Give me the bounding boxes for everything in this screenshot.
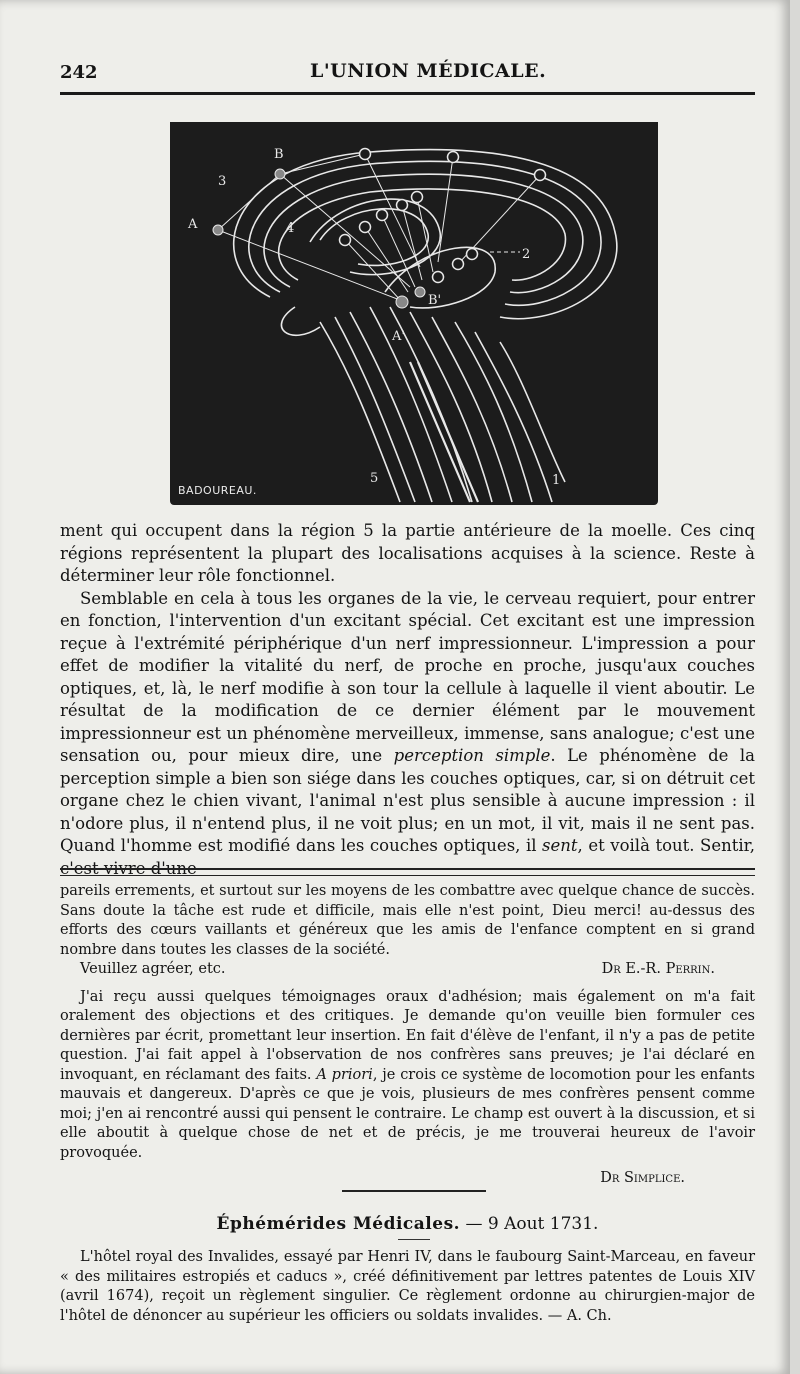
feuilleton-section	[60, 882, 755, 1189]
ephemerides-date: — 9 Aout 1731.	[465, 1214, 599, 1234]
label-b: B	[274, 147, 284, 162]
page-header	[60, 58, 755, 90]
text-run: . Le phénomène de la perception simple a bien son siége dans les couches optiques, car, si on détruit cet organe chez le chien vivant, l'animal n'est plus sensible à aucune impression : il n'odore plus, il n'entend plus, il ne voit plus; en un mot, il vit, mais il ne sent pas. Quand l'homme est modifié dans les couches optiques, il	[60, 746, 755, 855]
label-a: A	[188, 217, 198, 232]
ephemerides-text: L'hôtel royal des Invalides, essayé par Henri IV, dans le faubourg Saint-Marceau, en faveur « des militaires estropiés et caducs », créé définitivement par lettres patentes de Louis XIV (avril 1674), reçoit un règlement singulier. Ce règlement ordonne au chirurgien-major de l'hôtel de dénoncer au supérieur les officiers ou soldats invalides. — A. Ch.	[60, 1249, 755, 1324]
text-run: , je crois ce système de locomotion pour les enfants mauvais et dangereux. D'après ce que je vois, plusieurs de mes confrères pensent comme moi; j'en ai rencontré aussi qui pensent le contraire. Le champ est ouvert à la discussion, et si elle aboutit à quelque chose de net et de précis, je me trouverai heureux de l'avoir provoquée.	[60, 1066, 755, 1161]
article-paragraph-2	[60, 588, 755, 881]
italic-run: A priori	[316, 1066, 373, 1083]
text-run: , et voilà tout. Sentir, c'est vivre d'une	[60, 836, 755, 878]
feuilleton-separator	[60, 868, 755, 876]
ephemerides-heading	[60, 1214, 755, 1234]
brain-diagram	[170, 122, 658, 505]
closing-line	[60, 960, 755, 980]
label-2: 2	[522, 247, 531, 262]
italic-run: sent	[542, 836, 578, 855]
ephemerides-title: Éphémérides Médicales.	[216, 1214, 461, 1234]
text-run: J'ai reçu aussi quelques témoignages oraux d'adhésion; mais également on m'a fait oralement des objections et des critiques. Je demande qu'on veuille bien formuler ces dernières par écrit, promettant leur insertion. En fait d'élève de l'enfant, il n'y a pas de petite question. J'ai fait appel à l'observation de nos confrères sans preuves; je l'ai déclaré en invoquant, en réclamant des faits.	[60, 988, 755, 1083]
label-1: 1	[552, 473, 561, 488]
label-4: 4	[286, 221, 295, 236]
section-divider	[342, 1190, 486, 1192]
closing-formula: Veuillez agréer, etc.	[80, 961, 226, 977]
engraver-signature: BADOUREAU.	[178, 484, 257, 497]
ephemerides-rule	[398, 1239, 430, 1240]
journal-title: L'UNION MÉDICALE.	[310, 60, 547, 82]
author-signature-simplice: Dr Simplice.	[600, 1170, 685, 1186]
article-body	[60, 520, 755, 880]
italic-run: perception simple	[393, 746, 551, 765]
label-b-prime: B'	[428, 293, 442, 308]
brain-diagram-figure	[170, 122, 658, 505]
article-paragraph-1: ment qui occupent dans la région 5 la partie antérieure de la moelle. Ces cinq régions représentent la plupart des localisations acquises à la science. Reste à déterminer leur rôle fonctionnel.	[60, 521, 755, 585]
text-run: Semblable en cela à tous les organes de la vie, le cerveau requiert, pour entrer en fonction, l'intervention d'un excitant spécial. Cet excitant est une impression reçue à l'extrémité périphérique d'un nerf impressionneur. L'impression a pour effet de modifier la vitalité du nerf, de proche en proche, jusqu'aux couches optiques, et, là, le nerf modifie à son tour la cellule à laquelle il vient aboutir. Le résultat de la modification de ce dernier élément par le mouvement impressionneur est un phénomène merveilleux, immense, sans analogue; c'est une sensation ou, pour mieux dire, une	[60, 588, 755, 765]
page-number: 242	[60, 62, 98, 83]
author-signature-perrin: Dr E.-R. Perrin.	[601, 961, 715, 977]
ephemerides-section	[60, 1248, 755, 1326]
label-5: 5	[370, 471, 379, 486]
header-rule	[60, 92, 755, 95]
label-a-prime: A'	[392, 329, 405, 344]
feuilleton-paragraph-1: pareils errements, et surtout sur les moyens de les combattre avec quelque chance de succès. Sans doute la tâche est rude et difficile, mais elle n'est point, Dieu merci! au-dessus des efforts des cœurs vaillants et généreux que les amis de l'enfance comptent en si grand nombre dans toutes les classes de la société.	[60, 883, 755, 958]
label-3: 3	[218, 174, 227, 189]
feuilleton-paragraph-2	[60, 988, 755, 1164]
